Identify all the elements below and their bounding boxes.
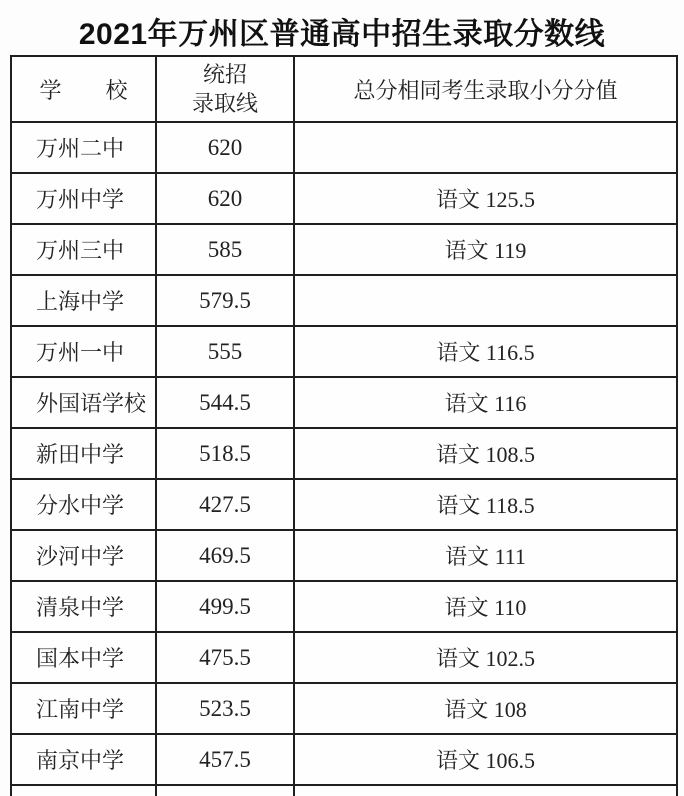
admission-score-cell: 475.5 bbox=[156, 632, 294, 683]
table-row bbox=[11, 275, 677, 326]
tiebreak-score-cell: 语文 118.5 bbox=[294, 479, 677, 530]
admission-score-cell: 620 bbox=[156, 122, 294, 173]
school-name-cell bbox=[11, 785, 156, 796]
table-header bbox=[11, 56, 677, 122]
school-name-cell: 万州三中 bbox=[11, 224, 156, 275]
table-row bbox=[11, 683, 677, 734]
school-name-cell: 万州中学 bbox=[11, 173, 156, 224]
school-name-cell: 万州二中 bbox=[11, 122, 156, 173]
school-name-cell: 沙河中学 bbox=[11, 530, 156, 581]
header-score-line2: 录取线 bbox=[191, 91, 258, 116]
table-row bbox=[11, 224, 677, 275]
table-row bbox=[11, 734, 677, 785]
table-row bbox=[11, 173, 677, 224]
admission-score-cell: 427.5 bbox=[156, 479, 294, 530]
admission-score-cell: 555 bbox=[156, 326, 294, 377]
header-row bbox=[11, 56, 677, 122]
tiebreak-score-cell: 语文 102.5 bbox=[294, 632, 677, 683]
tiebreak-score-cell: 语文 116.5 bbox=[294, 326, 677, 377]
table-row bbox=[11, 479, 677, 530]
school-name-cell: 分水中学 bbox=[11, 479, 156, 530]
tiebreak-score-cell: 语文 108 bbox=[294, 683, 677, 734]
tiebreak-score-cell: 语文 125.5 bbox=[294, 173, 677, 224]
school-name-cell: 新田中学 bbox=[11, 428, 156, 479]
tiebreak-score-cell: 语文 119 bbox=[294, 224, 677, 275]
school-name-cell: 外国语学校 bbox=[11, 377, 156, 428]
school-name-cell: 清泉中学 bbox=[11, 581, 156, 632]
table-row-partial bbox=[11, 785, 677, 796]
admission-score-cell: 457.5 bbox=[156, 734, 294, 785]
admission-score-cell: 544.5 bbox=[156, 377, 294, 428]
school-name-cell: 南京中学 bbox=[11, 734, 156, 785]
table-body bbox=[11, 122, 677, 796]
admission-score-cell: 469.5 bbox=[156, 530, 294, 581]
admission-score-cell: 620 bbox=[156, 173, 294, 224]
admission-score-cell: 585 bbox=[156, 224, 294, 275]
table-row bbox=[11, 122, 677, 173]
admission-score-cell bbox=[156, 785, 294, 796]
school-name-cell: 江南中学 bbox=[11, 683, 156, 734]
admission-score-table bbox=[10, 55, 678, 796]
table-row bbox=[11, 632, 677, 683]
tiebreak-score-cell: 语文 108.5 bbox=[294, 428, 677, 479]
header-score bbox=[156, 56, 294, 122]
header-tiebreak: 总分相同考生录取小分分值 bbox=[294, 56, 677, 122]
tiebreak-score-cell: 语文 106.5 bbox=[294, 734, 677, 785]
tiebreak-score-cell: 语文 110 bbox=[294, 581, 677, 632]
admission-score-cell: 518.5 bbox=[156, 428, 294, 479]
table-row bbox=[11, 428, 677, 479]
table-row bbox=[11, 377, 677, 428]
tiebreak-score-cell: 语文 111 bbox=[294, 530, 677, 581]
header-score-line1: 统招 bbox=[202, 62, 247, 87]
header-school: 学 校 bbox=[11, 56, 156, 122]
page-title: 2021年万州区普通高中招生录取分数线 bbox=[78, 18, 606, 51]
tiebreak-score-cell bbox=[294, 785, 677, 796]
admission-score-cell: 523.5 bbox=[156, 683, 294, 734]
tiebreak-score-cell bbox=[294, 122, 677, 173]
school-name-cell: 上海中学 bbox=[11, 275, 156, 326]
admission-score-cell: 499.5 bbox=[156, 581, 294, 632]
tiebreak-score-cell: 语文 116 bbox=[294, 377, 677, 428]
table-row bbox=[11, 581, 677, 632]
school-name-cell: 万州一中 bbox=[11, 326, 156, 377]
school-name-cell: 国本中学 bbox=[11, 632, 156, 683]
table-row bbox=[11, 530, 677, 581]
table-row bbox=[11, 326, 677, 377]
admission-score-cell: 579.5 bbox=[156, 275, 294, 326]
tiebreak-score-cell bbox=[294, 275, 677, 326]
